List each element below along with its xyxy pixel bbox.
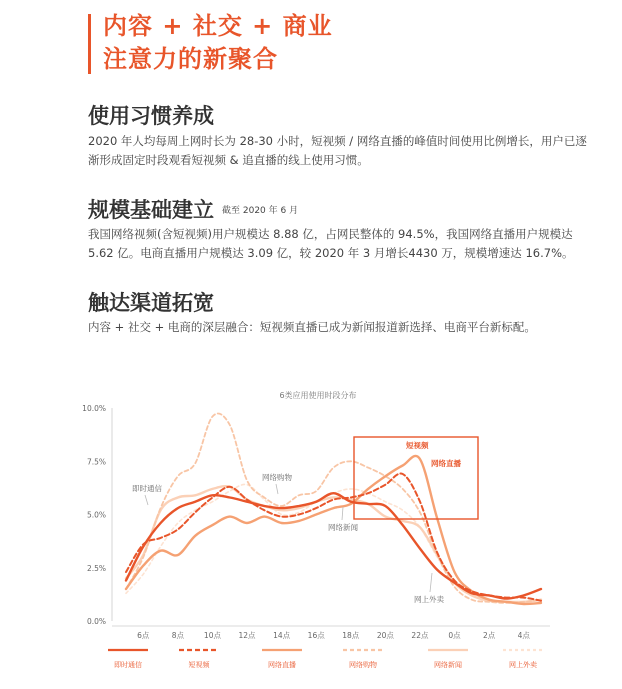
y-tick-label: 2.5% [86,563,106,573]
series-annotation: 短视频 [406,441,429,450]
chart-title: 6类应用使用时段分布 [279,391,357,400]
section-note-date: 截至 2020 年 6 月 [222,206,299,216]
series-annotation: 网络新闻 [328,523,358,532]
legend-label: 网络新闻 [434,661,462,669]
page-title-line2: 注意力的新聚合 [103,45,278,73]
section-heading-text: 触达渠道拓宽 [88,291,214,315]
x-tick-label: 16点 [307,631,325,640]
x-tick-label: 22点 [411,631,429,640]
section-body-scale: 我国网络视频(含短视频)用户规模达 8.88 亿，占网民整体的 94.5%，我国网络直播用户规模达 5.62 亿。电商直播用户规模达 3.09 亿，较 2020 年 3 月增长4430 万，规模增速达 16.7%。 [88,227,574,260]
legend-label: 即时通信 [114,661,142,669]
y-tick-label: 7.5% [86,457,106,467]
x-tick-label: 0点 [448,631,461,640]
x-tick-label: 6点 [137,631,150,640]
y-tick-label: 5.0% [86,510,106,520]
x-tick-label: 2点 [482,631,496,640]
series-annotation: 即时通信 [132,484,162,493]
x-axis [112,626,550,640]
chart-legend [108,650,543,669]
annotation-leader-line [342,507,343,520]
section-heading-text: 使用习惯养成 [88,104,214,128]
x-tick-label: 10点 [203,631,221,640]
annotation-leader-line [430,573,432,592]
legend-label: 网络直播 [268,661,296,669]
x-tick-label: 18点 [342,631,360,640]
x-tick-label: 8点 [171,631,185,640]
legend-label: 网上外卖 [509,661,537,669]
annotation-leader-line [145,495,148,505]
y-tick-label: 10.0% [82,404,106,413]
section-body-channel: 内容 + 社交 + 电商的深层融合：短视频直播已成为新闻报道新选择、电商平台新标配。 [88,320,536,334]
series-annotation: 网络购物 [262,473,292,482]
series-annotation: 网上外卖 [414,595,444,604]
section-heading-text: 规模基础建立 [88,198,214,222]
x-tick-label: 12点 [238,631,256,640]
series-annotation: 网络直播 [431,459,461,468]
x-tick-label: 4点 [517,631,530,640]
x-tick-label: 14点 [273,631,291,640]
page-title-line1: 内容 + 社交 + 商业 [103,12,333,40]
y-tick-label: 0.0% [86,617,106,626]
y-axis [82,404,112,626]
annotation-leader-line [276,484,278,494]
legend-label: 网络购物 [349,661,377,669]
legend-label: 短视频 [188,661,210,669]
section-body-habit: 2020 年人均每周上网时长为 28-30 小时，短视频 / 网络直播的峰值时间使用比例增长，用户已逐渐形成固定时段观看短视频 & 追直播的线上使用习惯。 [88,134,587,167]
series-lines [126,413,541,604]
x-tick-label: 20点 [376,631,394,640]
